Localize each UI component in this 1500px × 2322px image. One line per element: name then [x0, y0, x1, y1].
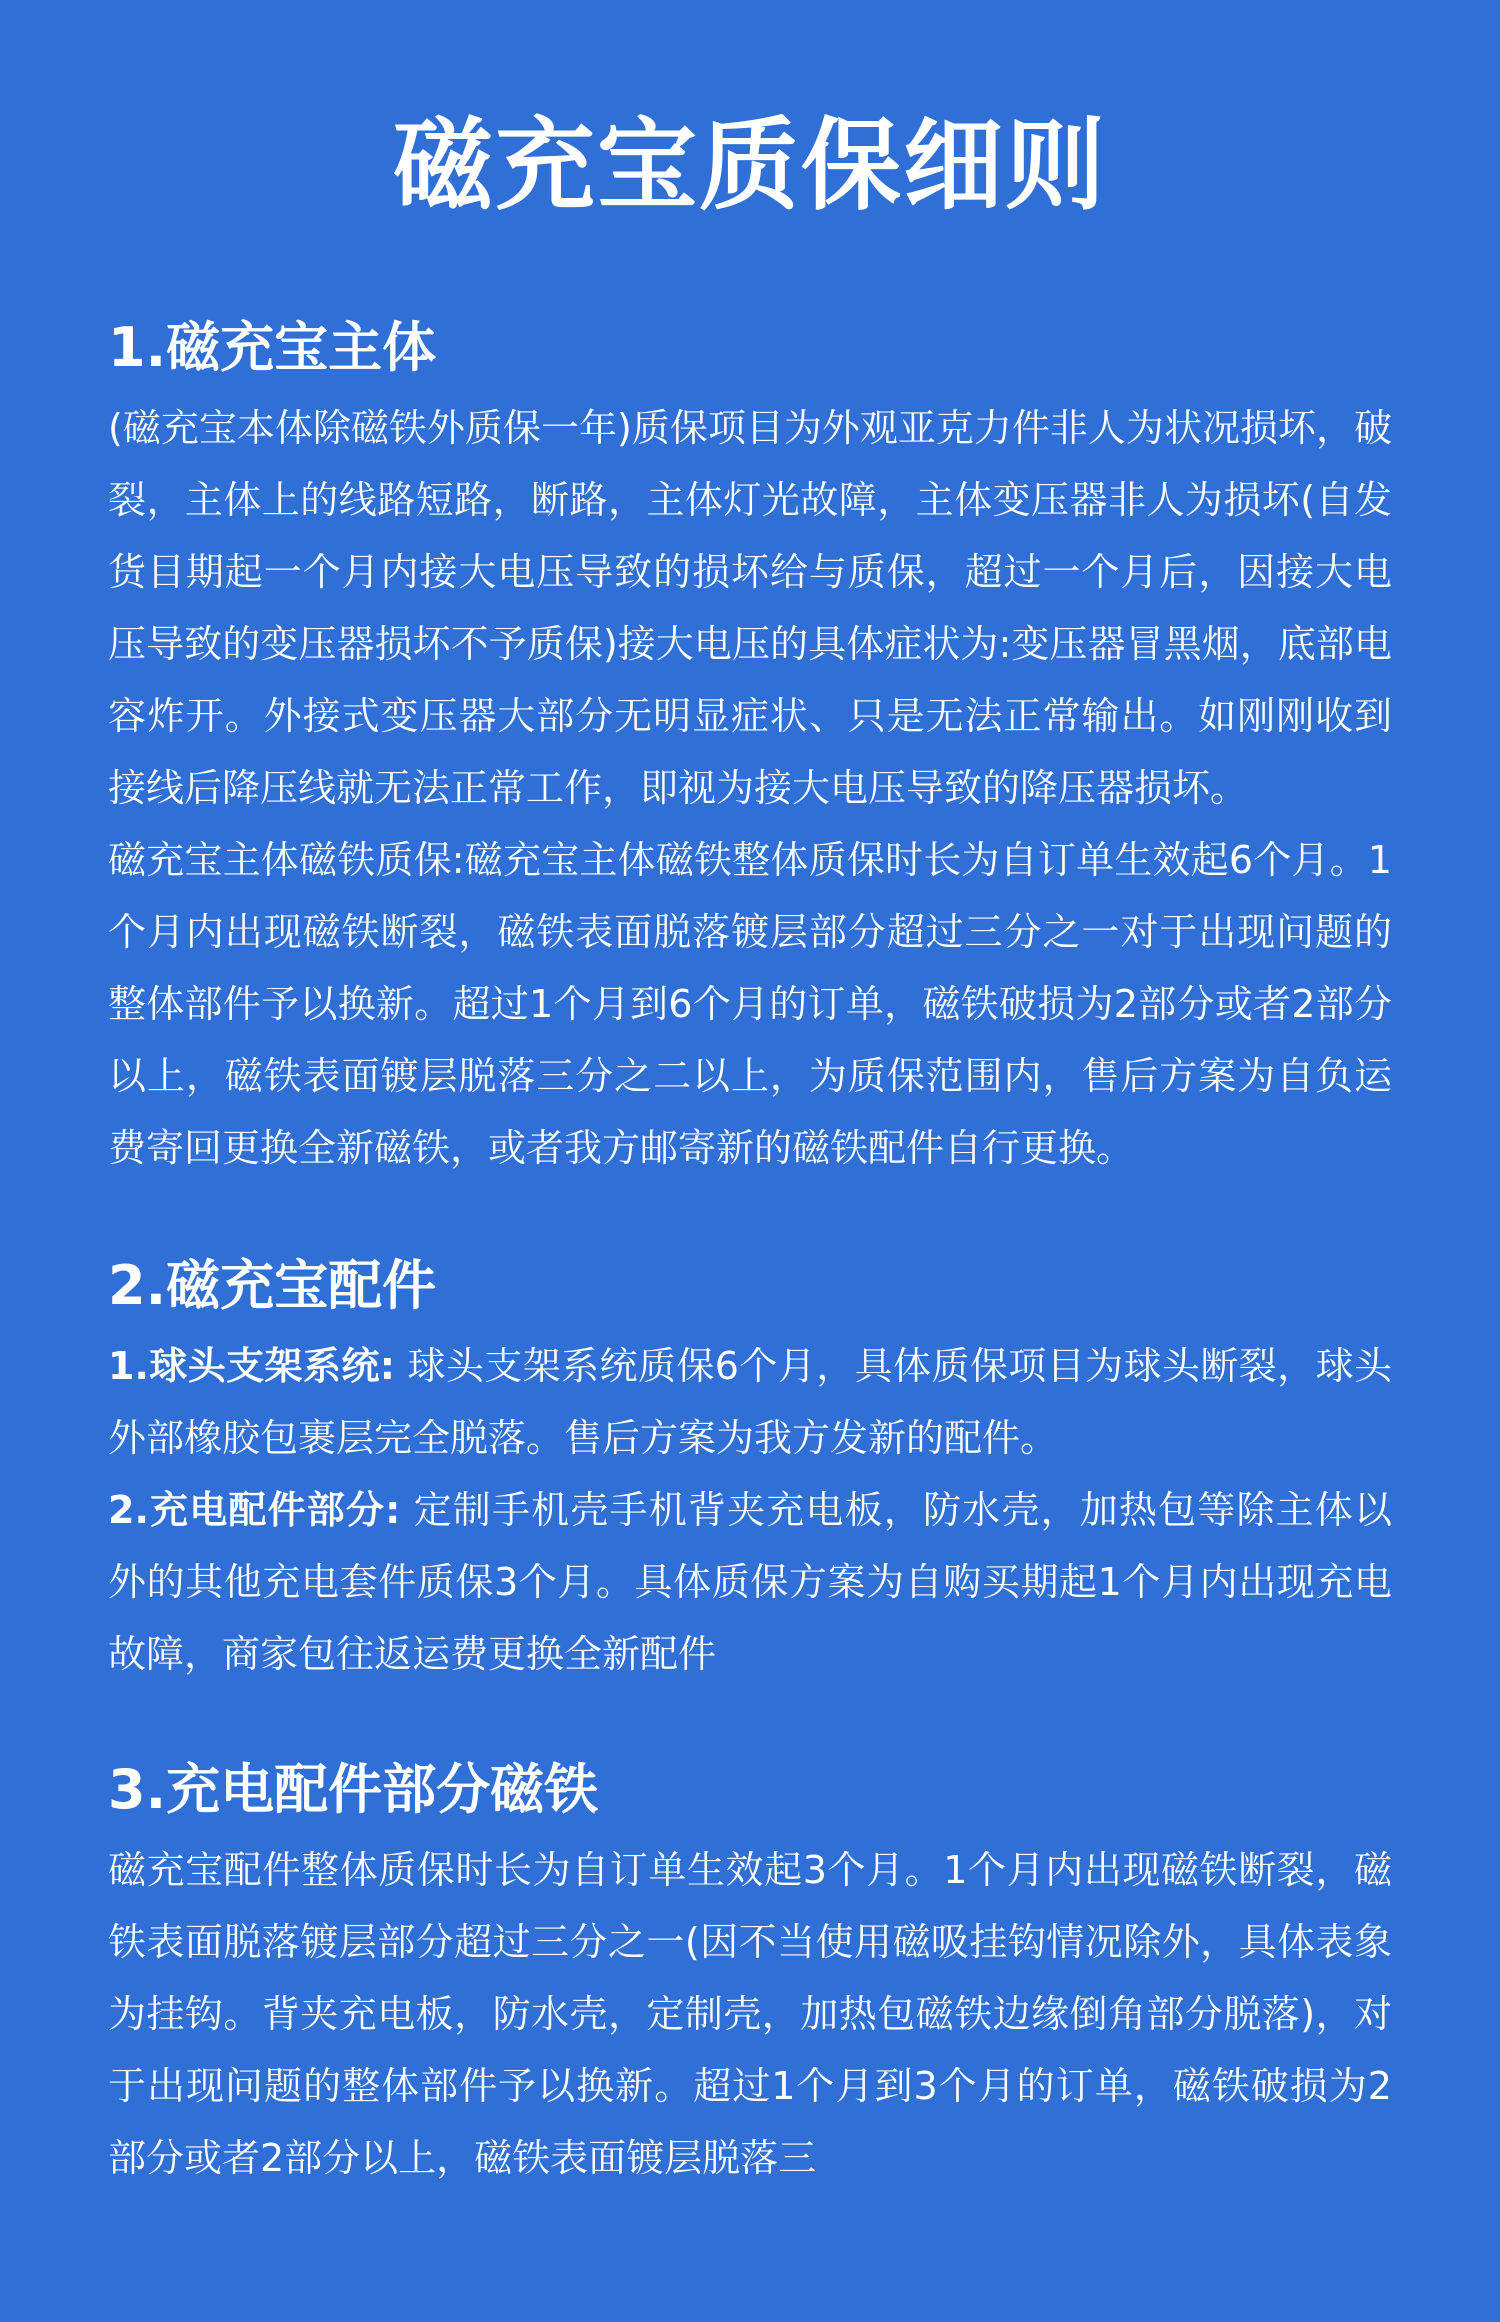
- section-paragraph: [108, 1834, 1392, 2194]
- section-accessories: [108, 1246, 1392, 1690]
- section-heading: 3.充电配件部分磁铁: [108, 1758, 599, 1821]
- section-paragraph: [108, 1474, 1392, 1690]
- section-paragraph: [108, 392, 1392, 824]
- paragraph-text: 球头支架系统质保6个月，具体质保项目为球头断裂，球头外部橡胶包裹层完全脱落。售后方案为我方发新的配件。: [108, 1344, 1393, 1460]
- paragraph-text: 磁充宝主体磁铁质保:磁充宝主体磁铁整体质保时长为自订单生效起6个月。1个月内出现磁铁断裂，磁铁表面脱落镀层部分超过三分之一对于出现问题的整体部件予以换新。超过1个月到6个月的订单，磁铁破损为2部分或者2部分以上，磁铁表面镀层脱落三分之二以上，为质保范围内，售后方案为自负运费寄回更换全新磁铁，或者我方邮寄新的磁铁配件自行更换。: [108, 838, 1392, 1170]
- section-accessory-magnets: [108, 1750, 1392, 2194]
- paragraph-text: (磁充宝本体除磁铁外质保一年)质保项目为外观亚克力件非人为状况损坏，破裂，主体上的线路短路，断路，主体灯光故障，主体变压器非人为损坏(自发货目期起一个月内接大电压导致的损坏给与质保，超过一个月后，因接大电压导致的变压器损坏不予质保)接大电压的具体症状为:变压器冒黑烟，底部电容炸开。外接式变压器大部分无明显症状、只是无法正常输出。如刚刚收到接线后降压线就无法正常工作，即视为接大电压导致的降压器损坏。: [108, 406, 1392, 810]
- section-paragraph: [108, 1330, 1392, 1474]
- paragraph-text: 磁充宝配件整体质保时长为自订单生效起3个月。1个月内出现磁铁断裂，磁铁表面脱落镀层部分超过三分之一(因不当使用磁吸挂钩情况除外，具体表象为挂钩。背夹充电板，防水壳，定制壳，加热包磁铁边缘倒角部分脱落)，对于出现问题的整体部件予以换新。超过1个月到3个月的订单，磁铁破损为2部分或者2部分以上，磁铁表面镀层脱落三: [108, 1848, 1392, 2180]
- section-paragraph: [108, 824, 1392, 1184]
- section-main-body: [108, 308, 1392, 1184]
- section-heading: 1.磁充宝主体: [108, 316, 437, 379]
- page-title: 磁充宝质保细则: [393, 107, 1107, 224]
- section-heading: 2.磁充宝配件: [108, 1254, 437, 1317]
- paragraph-text: 定制手机壳手机背夹充电板，防水壳，加热包等除主体以外的其他充电套件质保3个月。具体质保方案为自购买期起1个月内出现充电故障，商家包往返运费更换全新配件: [108, 1488, 1392, 1676]
- paragraph-lead: 2.充电配件部分:: [108, 1488, 401, 1532]
- paragraph-lead: 1.球头支架系统:: [108, 1344, 395, 1388]
